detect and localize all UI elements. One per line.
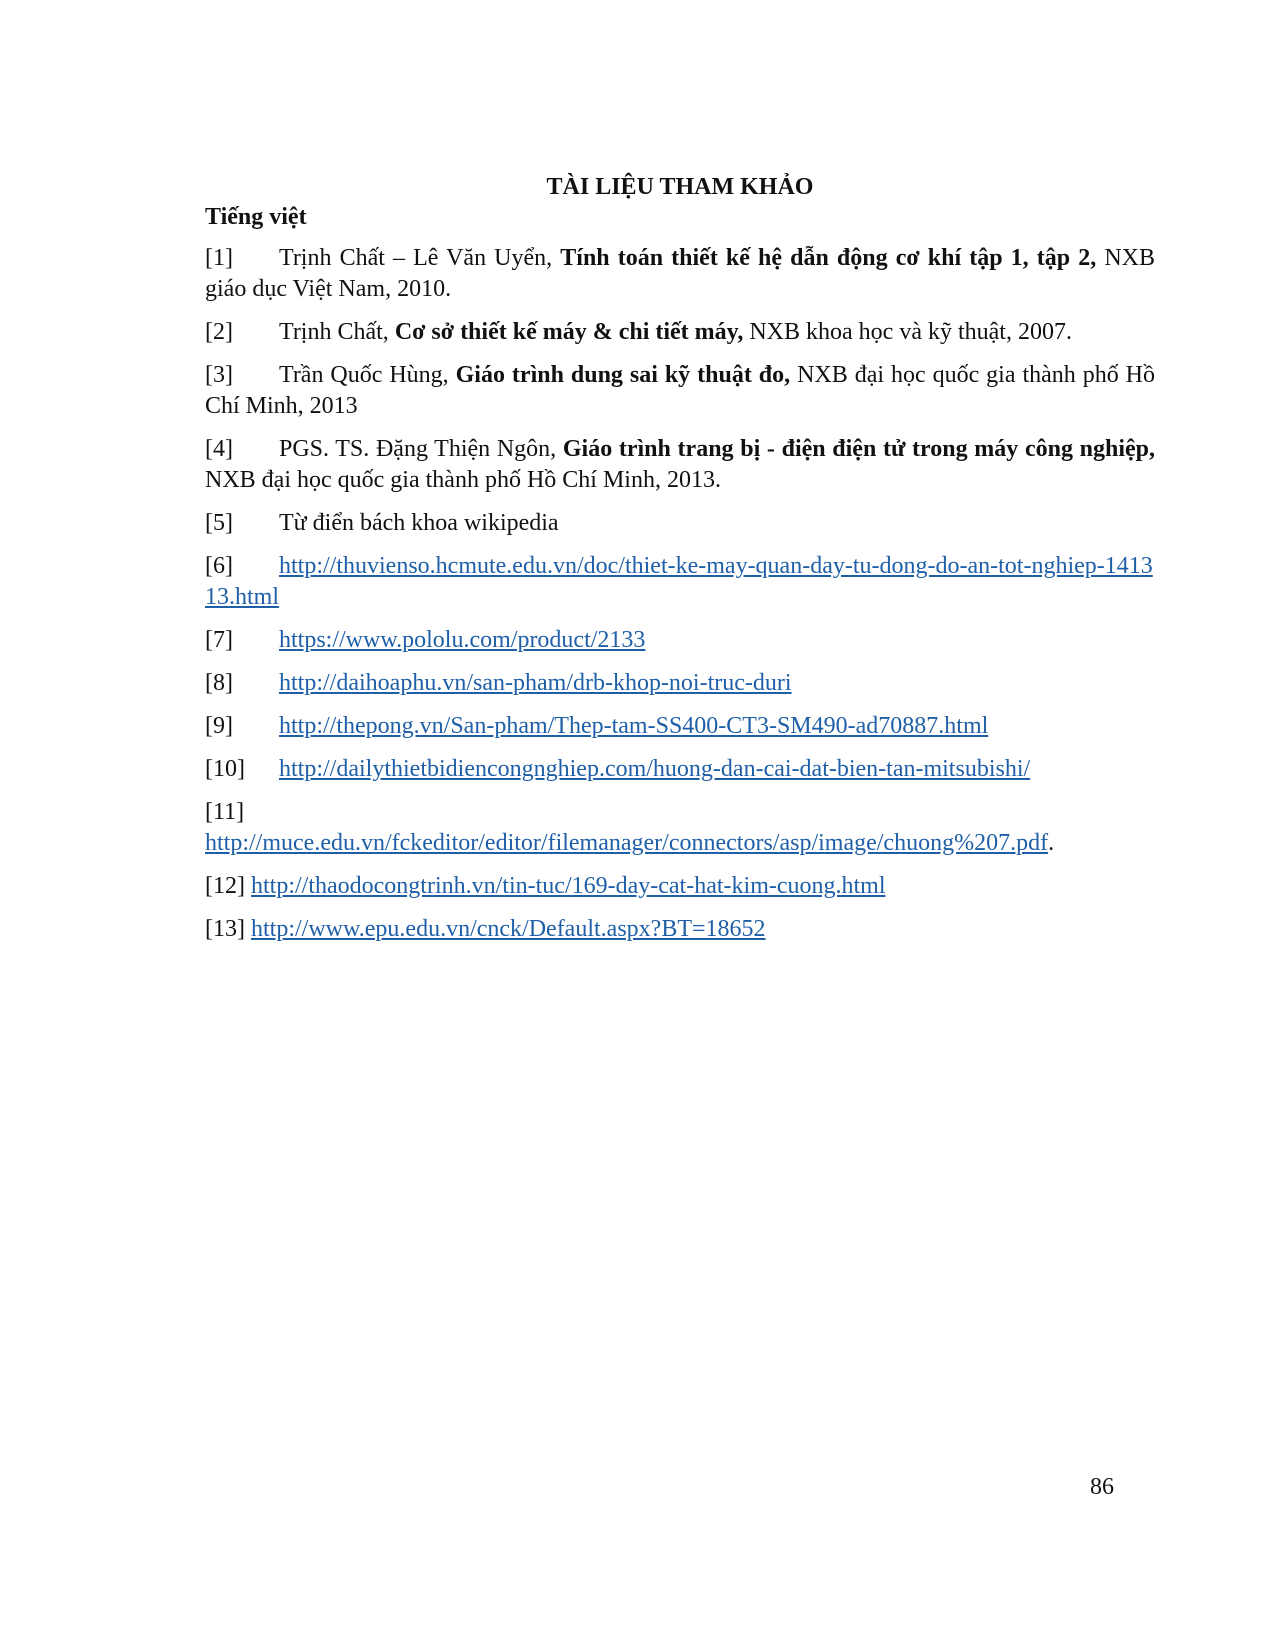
reference-authors: Trần Quốc Hùng, [279,362,456,388]
reference-item-6 [205,551,1155,613]
reference-link[interactable]: http://thepong.vn/San-pham/Thep-tam-SS400-CT3-SM490-ad70887.html [279,713,989,739]
reference-item-9 [205,711,1155,742]
reference-title: Giáo trình trang bị - điện điện tử trong máy công nghiệp, [562,436,1155,462]
reference-number: [4] [205,436,233,462]
page-title: TÀI LIỆU THAM KHẢO [546,174,814,200]
reference-number: [1] [205,245,233,271]
references-section [205,172,1155,957]
reference-link[interactable]: http://dailythietbidiencongnghiep.com/huong-dan-cai-dat-bien-tan-mitsubishi/ [279,756,1031,782]
reference-link[interactable]: http://muce.edu.vn/fckeditor/editor/filemanager/connectors/asp/image/chuong%207.pdf [205,830,1049,856]
reference-item-13 [205,914,1155,945]
reference-publisher: NXB khoa học và kỹ thuật, 2007. [743,319,1072,345]
reference-title: Cơ sở thiết kế máy & chi tiết máy, [394,319,744,345]
reference-item-5 [205,508,1155,539]
reference-number: [10] [205,756,245,782]
reference-item-2 [205,317,1155,348]
reference-item-3 [205,360,1155,422]
reference-publisher: NXB đại học quốc gia thành phố Hồ Chí Minh, 2013 [205,362,1155,419]
reference-authors: Trịnh Chất, [279,319,395,345]
reference-item-4 [205,434,1155,496]
reference-number: [3] [205,362,233,388]
reference-link[interactable]: http://thaodocongtrinh.vn/tin-tuc/169-day-cat-hat-kim-cuong.html [250,873,886,899]
reference-number: [2] [205,319,233,345]
reference-item-1 [205,243,1155,305]
reference-number: [9] [205,713,233,739]
reference-item-12 [205,871,1155,902]
reference-publisher: NXB giáo dục Việt Nam, 2010. [205,245,1155,302]
reference-title: Giáo trình dung sai kỹ thuật đo, [455,362,791,388]
reference-link[interactable]: http://thuvienso.hcmute.edu.vn/doc/thiet-ke-may-quan-day-tu-dong-do-an-tot-nghiep-141313.html [205,553,1153,610]
reference-number: [11] [205,799,245,825]
reference-number: [8] [205,670,233,696]
reference-trailing: . [1048,830,1055,856]
reference-item-11 [205,797,1155,859]
reference-item-8 [205,668,1155,699]
reference-number: [6] [205,553,233,579]
reference-text: Từ điển bách khoa wikipedia [279,510,559,536]
reference-title: Tính toán thiết kế hệ dẫn động cơ khí tập 1, tập 2, [560,245,1097,271]
reference-number: [12] [205,873,245,899]
reference-number: [13] [205,916,245,942]
page-number: 86 [1090,1474,1114,1500]
reference-publisher: NXB đại học quốc gia thành phố Hồ Chí Minh, 2013. [205,467,721,493]
reference-link[interactable]: http://www.epu.edu.vn/cnck/Default.aspx?BT=18652 [250,916,766,942]
reference-link[interactable]: http://daihoaphu.vn/san-pham/drb-khop-noi-truc-duri [279,670,792,696]
reference-item-7 [205,625,1155,656]
reference-authors: PGS. TS. Đặng Thiện Ngôn, [279,436,563,462]
reference-link[interactable]: https://www.pololu.com/product/2133 [279,627,646,653]
reference-number: [7] [205,627,233,653]
reference-number: [5] [205,510,233,536]
reference-item-10 [205,754,1155,785]
section-heading: Tiếng việt [205,204,307,230]
reference-authors: Trịnh Chất – Lê Văn Uyển, [279,245,561,271]
